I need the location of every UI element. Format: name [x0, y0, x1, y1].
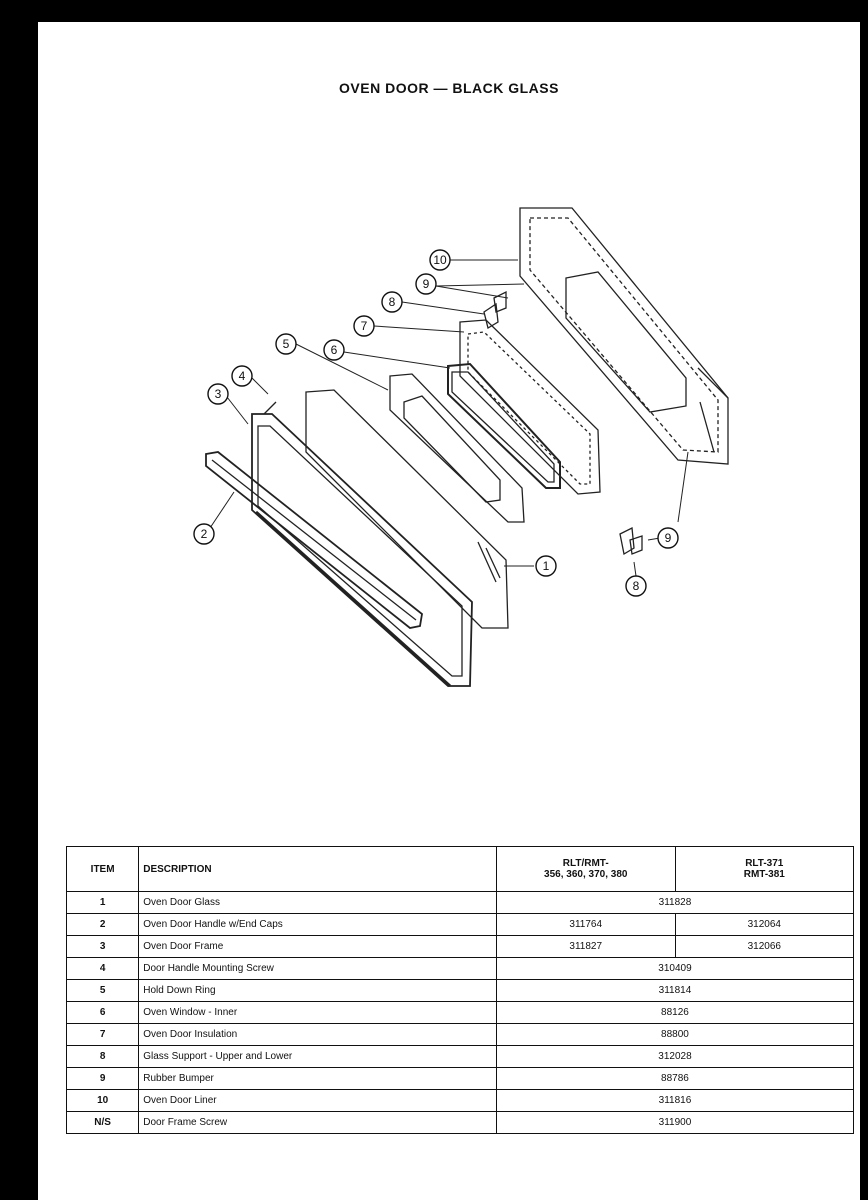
callout-3: 3: [214, 387, 222, 401]
header-model-b-line2: RMT-381: [743, 869, 785, 880]
table-row: [67, 958, 854, 980]
row-part-number: 311814: [496, 980, 853, 1002]
row-item: 9: [67, 1068, 139, 1090]
row-description: Oven Door Frame: [139, 936, 497, 958]
callout-10-upper: 10: [433, 253, 447, 267]
row-part-number: 311828: [496, 892, 853, 914]
row-description: Door Frame Screw: [139, 1112, 497, 1134]
callout-5: 5: [282, 337, 290, 351]
row-item: 10: [67, 1090, 139, 1112]
row-item: 3: [67, 936, 139, 958]
row-part-number: 310409: [496, 958, 853, 980]
callout-9-upper: 9: [422, 277, 430, 291]
door-liner-part: [520, 208, 728, 464]
row-description: Oven Door Liner: [139, 1090, 497, 1112]
row-part-number: 88126: [496, 1002, 853, 1024]
row-description: Oven Door Glass: [139, 892, 497, 914]
header-model-b: [675, 847, 853, 892]
header-model-a: [496, 847, 675, 892]
table-row: [67, 1068, 854, 1090]
callout-7: 7: [360, 319, 368, 333]
header-item: ITEM: [67, 847, 139, 892]
table-row: [67, 914, 854, 936]
row-description: Hold Down Ring: [139, 980, 497, 1002]
table-row: [67, 1024, 854, 1046]
row-part-number: 312028: [496, 1046, 853, 1068]
page-title: OVEN DOOR — BLACK GLASS: [339, 80, 559, 96]
row-item: 6: [67, 1002, 139, 1024]
table-row: [67, 936, 854, 958]
callout-1: 1: [542, 559, 550, 573]
row-part-number-b: 312064: [675, 914, 853, 936]
callout-4: 4: [238, 369, 246, 383]
callout-6: 6: [330, 343, 338, 357]
row-description: Door Handle Mounting Screw: [139, 958, 497, 980]
callout-2: 2: [200, 527, 208, 541]
row-item: 1: [67, 892, 139, 914]
rubber-bumper-upper-part: [494, 292, 506, 312]
header-model-b-line1: RLT-371: [745, 858, 784, 869]
header-model-a-line1: RLT/RMT-: [562, 858, 609, 869]
row-part-number: 311900: [496, 1112, 853, 1134]
row-part-number: 88786: [496, 1068, 853, 1090]
callout-8-upper: 8: [388, 295, 396, 309]
table-row: [67, 892, 854, 914]
door-frame-part: [252, 414, 472, 686]
row-item: N/S: [67, 1112, 139, 1134]
parts-table: [66, 846, 854, 1134]
row-part-number-b: 312066: [675, 936, 853, 958]
row-description: Oven Door Handle w/End Caps: [139, 914, 497, 936]
parts-table-header: [67, 847, 854, 892]
callout-9-lower: 9: [664, 531, 672, 545]
table-row: [67, 1002, 854, 1024]
row-description: Rubber Bumper: [139, 1068, 497, 1090]
row-part-number: 88800: [496, 1024, 853, 1046]
header-model-a-line2: 356, 360, 370, 380: [544, 869, 628, 880]
table-row: [67, 1046, 854, 1068]
row-description: Glass Support - Upper and Lower: [139, 1046, 497, 1068]
rubber-bumper-lower-part: [630, 536, 642, 554]
exploded-view-diagram: [38, 22, 860, 822]
table-row: [67, 1090, 854, 1112]
row-item: 8: [67, 1046, 139, 1068]
row-description: Oven Window - Inner: [139, 1002, 497, 1024]
table-row: [67, 980, 854, 1002]
callout-8-lower: 8: [632, 579, 640, 593]
insulation-part: [460, 320, 600, 494]
row-item: 2: [67, 914, 139, 936]
parts-page: [38, 22, 860, 1200]
row-item: 4: [67, 958, 139, 980]
table-row: [67, 1112, 854, 1134]
row-part-number-a: 311827: [496, 936, 675, 958]
row-item: 5: [67, 980, 139, 1002]
row-item: 7: [67, 1024, 139, 1046]
row-part-number-a: 311764: [496, 914, 675, 936]
header-description: DESCRIPTION: [139, 847, 497, 892]
row-description: Oven Door Insulation: [139, 1024, 497, 1046]
row-part-number: 311816: [496, 1090, 853, 1112]
